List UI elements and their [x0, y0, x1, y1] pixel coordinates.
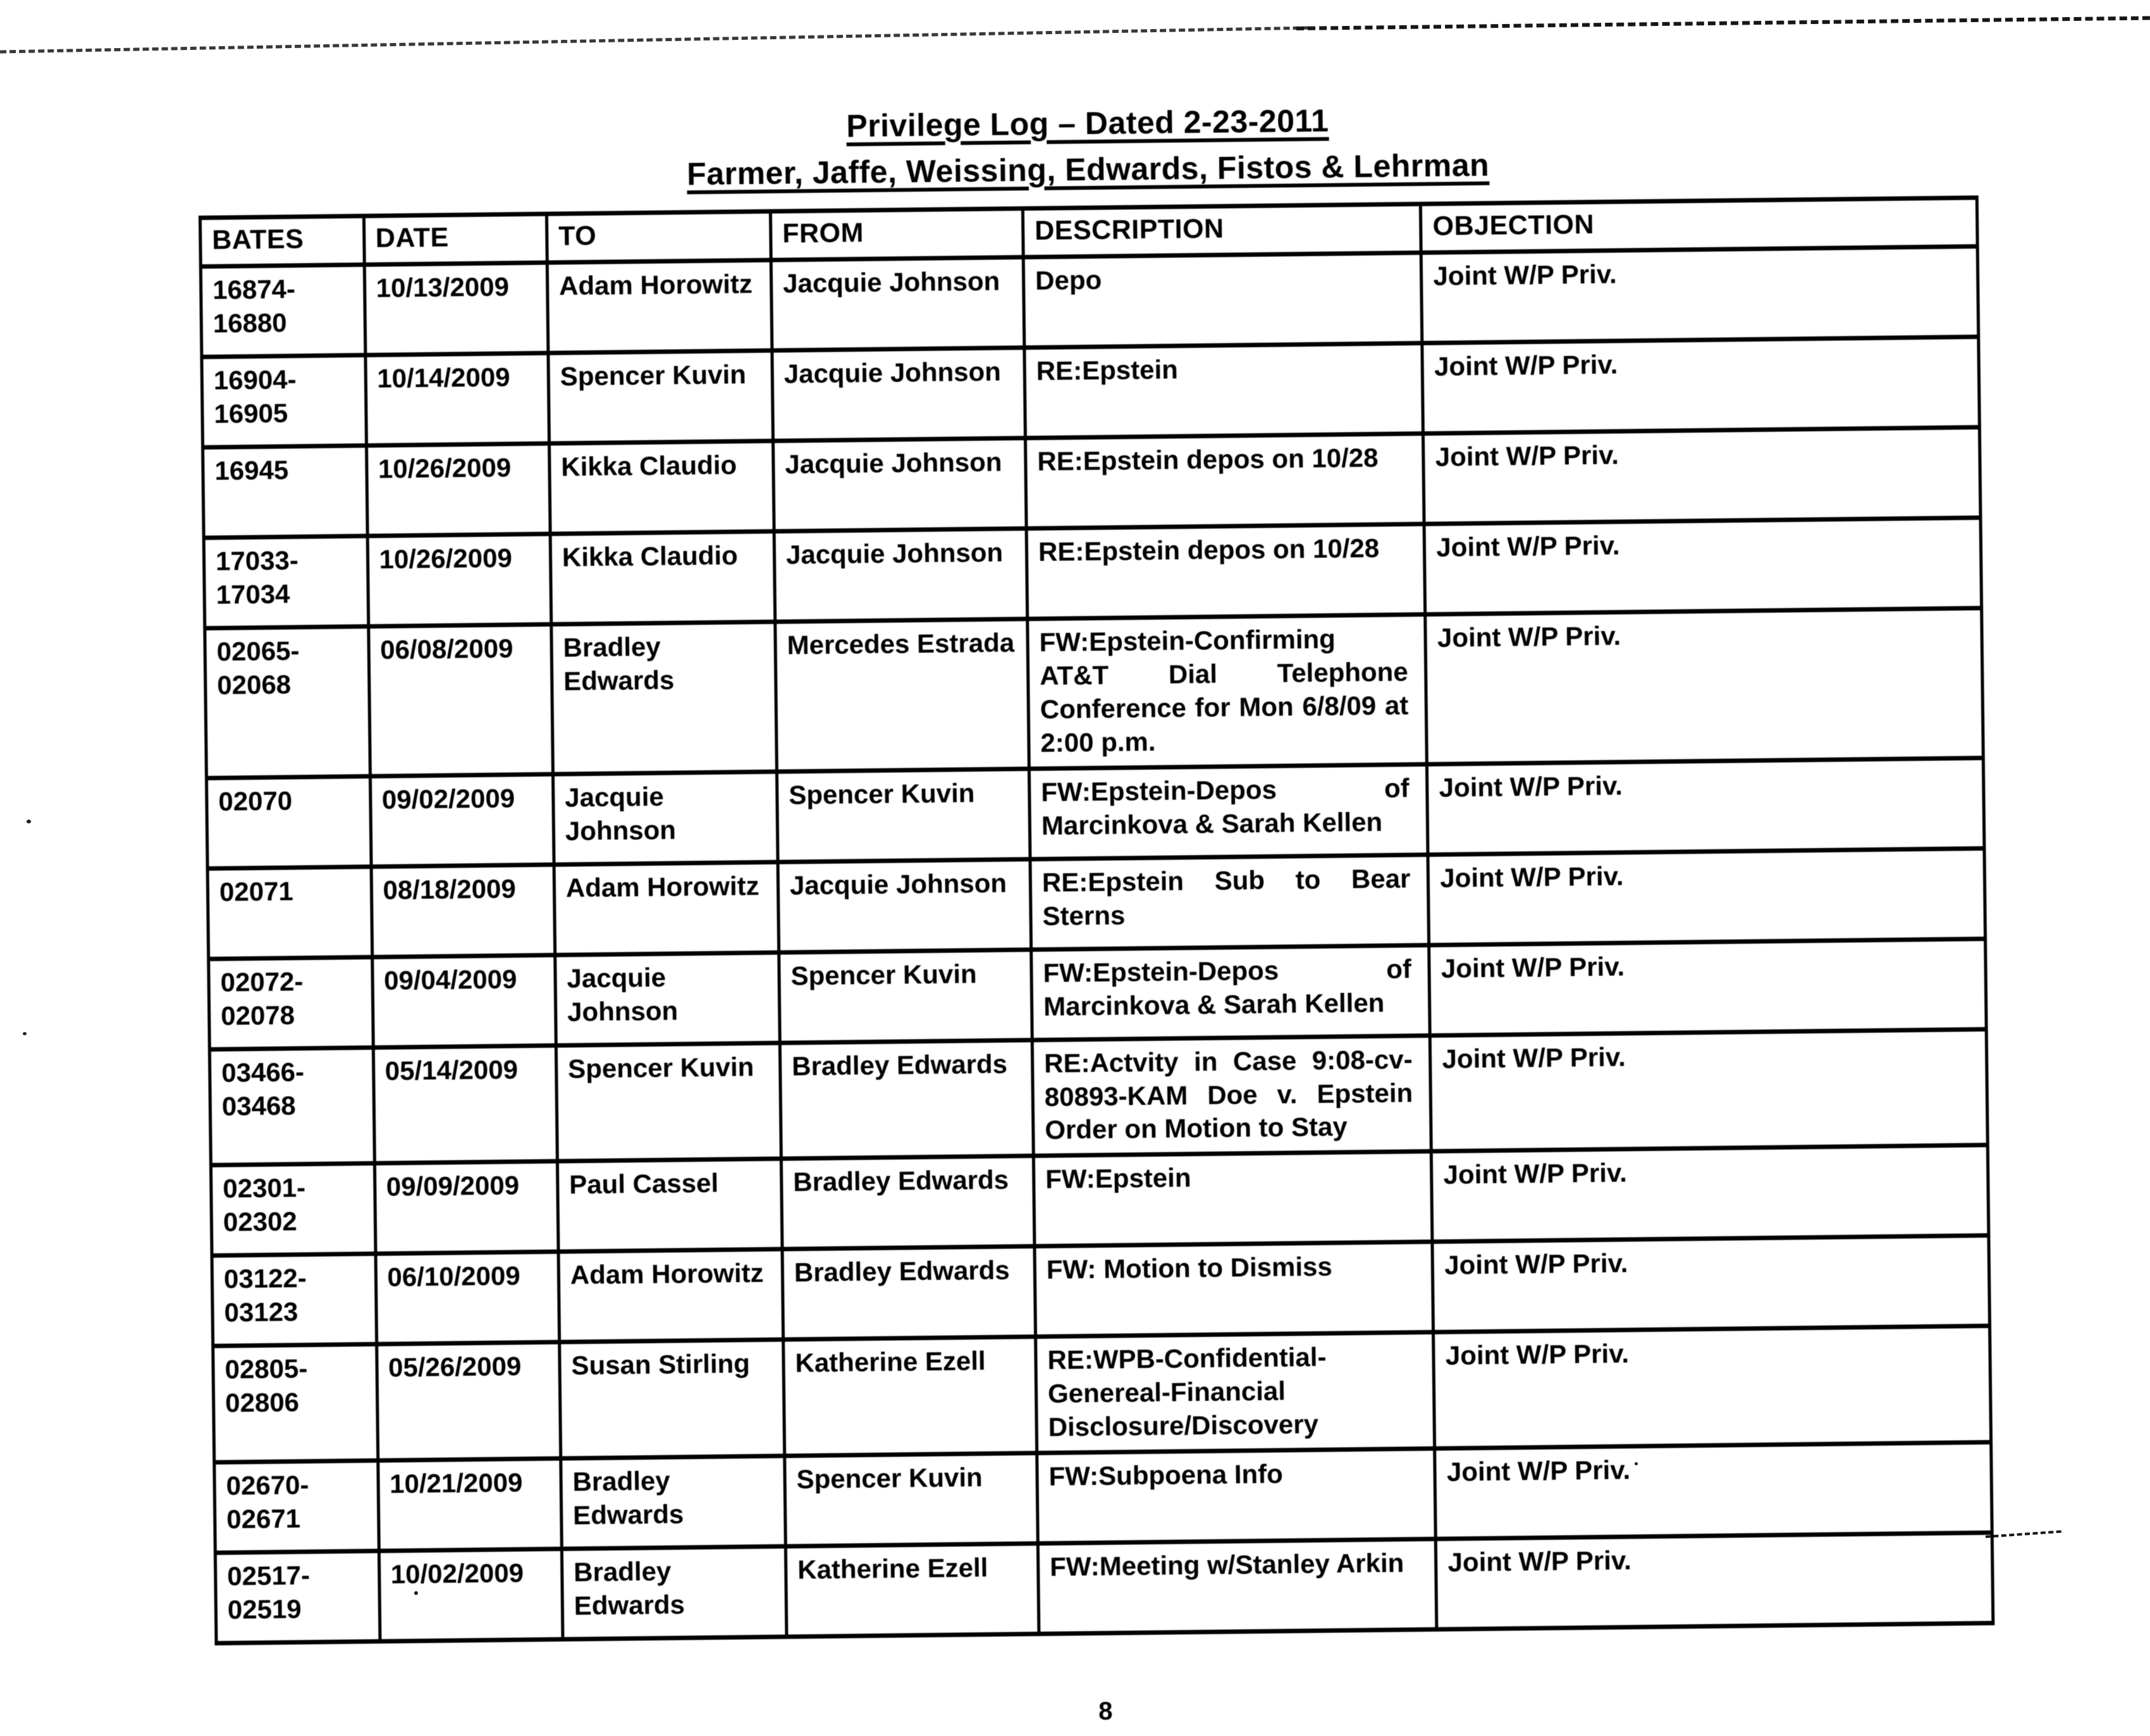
- cell-to: Adam Horowitz: [547, 260, 772, 353]
- cell-objection: Joint W/P Priv.: [1435, 1442, 1992, 1539]
- cell-objection: Joint W/P Priv.: [1432, 1236, 1989, 1333]
- cell-objection: Joint W/P Priv.: [1428, 848, 1985, 945]
- cell-date: 09/04/2009: [372, 955, 556, 1047]
- cell-bates: 02670-02671: [214, 1460, 379, 1553]
- cell-from: Bradley Edwards: [781, 1156, 1035, 1250]
- cell-description: RE:Epstein: [1024, 343, 1423, 438]
- cell-description: FW: Motion to Dismiss: [1035, 1242, 1434, 1337]
- cell-bates: 16874-16880: [200, 264, 365, 357]
- cell-objection: Joint W/P Priv.: [1436, 1532, 1993, 1629]
- column-header-bates: BATES: [200, 216, 364, 266]
- cell-bates: 02805-02806: [213, 1345, 378, 1463]
- table-row: [215, 1532, 1993, 1643]
- cell-bates: 02517-02519: [215, 1551, 379, 1643]
- cell-description: FW:Subpoena Info: [1037, 1448, 1436, 1543]
- cell-bates: 16904-16905: [202, 355, 366, 447]
- cell-to: Adam Horowitz: [558, 1249, 783, 1342]
- cell-description: RE:Epstein depos on 10/28: [1025, 434, 1424, 529]
- cell-bates: 16945: [203, 445, 367, 538]
- cell-date: 10/02/2009: [379, 1549, 563, 1641]
- cell-bates: 03122-03123: [212, 1254, 376, 1346]
- cell-to: Bradley Edwards: [562, 1546, 787, 1639]
- cell-bates: 02071: [207, 866, 372, 959]
- cell-to: Spencer Kuvin: [548, 350, 773, 443]
- cell-from: Spencer Kuvin: [785, 1453, 1038, 1547]
- cell-from: Jacquie Johnson: [771, 257, 1024, 351]
- cell-objection: Joint W/P Priv.: [1425, 608, 1983, 765]
- scan-speck: [23, 1032, 27, 1035]
- cell-date: 10/13/2009: [364, 262, 548, 355]
- cell-date: 10/21/2009: [378, 1458, 562, 1551]
- privilege-log-table: [199, 195, 1994, 1646]
- page-number: 8: [1098, 1697, 1113, 1726]
- cell-from: Spencer Kuvin: [777, 768, 1030, 862]
- cell-date: 05/14/2009: [373, 1045, 557, 1164]
- page-subtitle: Farmer, Jaffe, Weissing, Edwards, Fistos & Lehrman: [686, 147, 1490, 192]
- table-row: [213, 1326, 1991, 1463]
- cell-objection: Joint W/P Priv.: [1429, 939, 1986, 1035]
- cell-to: Kikka Claudio: [549, 441, 774, 534]
- scan-artifact-line: [1296, 16, 2150, 30]
- cell-from: Bradley Edwards: [782, 1247, 1036, 1340]
- cell-from: Jacquie Johnson: [772, 348, 1026, 441]
- cell-description: RE:Actvity in Case 9:08-cv-80893-KAM Doe v. Epstein Order on Motion to Stay: [1032, 1035, 1431, 1156]
- cell-description: FW:Meeting w/Stanley Arkin: [1038, 1539, 1437, 1634]
- cell-date: 06/08/2009: [368, 624, 553, 776]
- cell-description: RE:WPB-Confidential-Genereal-Financial Disclosure/Discovery: [1036, 1333, 1435, 1453]
- cell-date: 08/18/2009: [371, 865, 555, 957]
- scan-artifact-line: [0, 27, 1309, 54]
- cell-description: RE:Epstein Sub to Bear Sterns: [1030, 854, 1429, 949]
- scan-speck: [27, 820, 31, 823]
- cell-from: Jacquie Johnson: [773, 438, 1026, 532]
- page-title: Privilege Log – Dated 2-23-2011: [846, 102, 1329, 144]
- cell-from: Spencer Kuvin: [779, 949, 1033, 1043]
- cell-to: Jacquie Johnson: [553, 772, 778, 865]
- cell-from: Mercedes Estrada: [775, 619, 1029, 772]
- cell-to: Susan Stirling: [560, 1339, 785, 1458]
- cell-date: 10/14/2009: [365, 353, 549, 445]
- cell-to: Bradley Edwards: [551, 622, 777, 774]
- cell-to: Bradley Edwards: [561, 1456, 786, 1549]
- cell-objection: Joint W/P Priv.: [1422, 247, 1979, 343]
- cell-objection: Joint W/P Priv.: [1432, 1145, 1989, 1242]
- privilege-table-body: [200, 247, 1993, 1644]
- cell-date: 06/10/2009: [376, 1252, 560, 1344]
- cell-date: 09/09/2009: [374, 1161, 558, 1253]
- column-header-to: TO: [546, 211, 771, 262]
- cell-bates: 17033-17034: [204, 536, 368, 628]
- cell-from: Katherine Ezell: [783, 1337, 1037, 1456]
- cell-to: Paul Cassel: [557, 1159, 782, 1252]
- cell-objection: Joint W/P Priv.: [1424, 518, 1981, 615]
- cell-objection: Joint W/P Priv.: [1423, 428, 1981, 524]
- cell-from: Katherine Ezell: [785, 1544, 1039, 1637]
- cell-description: FW:Epstein-Confirming AT&T Dial Telephone Conference for Mon 6/8/09 at 2:00 p.m.: [1028, 614, 1427, 768]
- cell-description: FW:Epstein: [1033, 1152, 1432, 1247]
- cell-bates: 02301-02302: [211, 1164, 375, 1256]
- cell-objection: Joint W/P Priv.: [1427, 758, 1984, 854]
- cell-date: 10/26/2009: [366, 443, 550, 536]
- table-row: [205, 608, 1984, 778]
- cell-to: Spencer Kuvin: [556, 1043, 781, 1162]
- cell-description: Depo: [1023, 253, 1422, 348]
- cell-objection: Joint W/P Priv.: [1434, 1326, 1991, 1449]
- cell-to: Adam Horowitz: [554, 862, 779, 955]
- cell-to: Jacquie Johnson: [555, 952, 780, 1045]
- cell-date: 05/26/2009: [376, 1342, 560, 1460]
- cell-to: Kikka Claudio: [550, 531, 775, 624]
- cell-bates: 02070: [206, 776, 371, 868]
- cell-bates: 02065-02068: [205, 626, 370, 778]
- cell-from: Jacquie Johnson: [778, 859, 1031, 952]
- cell-bates: 02072-02078: [209, 957, 373, 1049]
- cell-description: RE:Epstein depos on 10/28: [1026, 524, 1425, 619]
- cell-description: FW:Epstein-Depos of Marcinkova & Sarah Kellen: [1031, 945, 1430, 1040]
- cell-description: FW:Epstein-Depos of Marcinkova & Sarah Kellen: [1029, 764, 1428, 859]
- column-header-description: DESCRIPTION: [1023, 204, 1421, 257]
- column-header-from: FROM: [770, 209, 1023, 261]
- column-header-date: DATE: [364, 214, 547, 264]
- cell-objection: Joint W/P Priv.: [1430, 1029, 1988, 1152]
- table-row: [209, 1029, 1987, 1166]
- column-header-objection: OBJECTION: [1421, 198, 1977, 253]
- cell-date: 09/02/2009: [370, 774, 554, 866]
- scan-artifact-line: [1986, 1530, 2061, 1538]
- cell-date: 10/26/2009: [367, 534, 551, 626]
- scanned-document: [197, 94, 1996, 1736]
- cell-bates: 03466-03468: [209, 1047, 374, 1166]
- cell-from: Jacquie Johnson: [774, 529, 1028, 622]
- cell-from: Bradley Edwards: [780, 1040, 1033, 1159]
- cell-objection: Joint W/P Priv.: [1422, 337, 1979, 434]
